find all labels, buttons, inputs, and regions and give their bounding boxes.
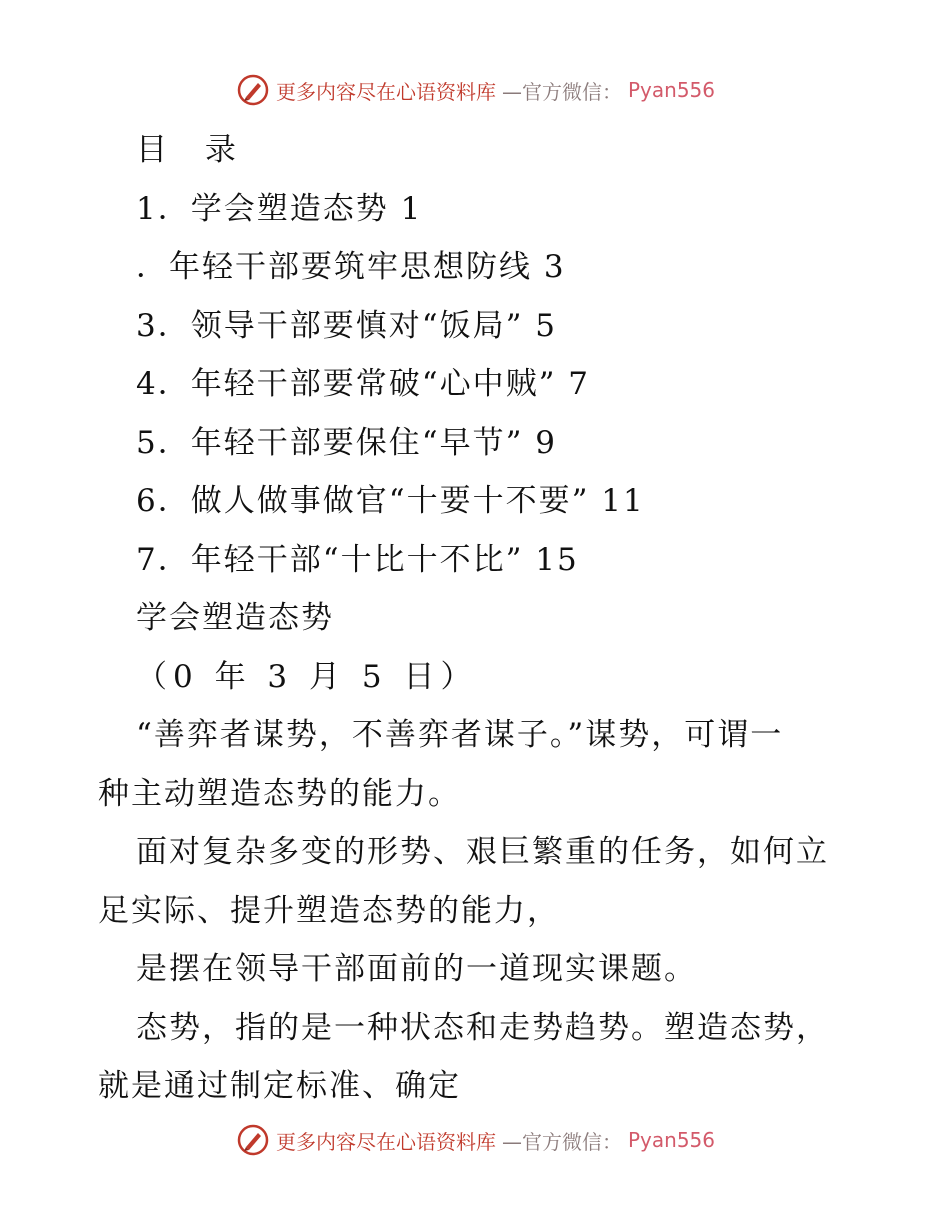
toc-item: 5．年轻干部要保住“早节” 9 xyxy=(136,424,557,461)
toc-item: 7．年轻干部“十比十不比” 15 xyxy=(136,541,579,578)
site-name: 更多内容尽在心语资料库 xyxy=(276,1129,496,1154)
paragraph-line: 是摆在领导干部面前的一道现实课题。 xyxy=(136,951,697,987)
wechat-id: Pyan556 xyxy=(628,1128,716,1152)
toc-title: 目 录 xyxy=(136,132,250,168)
site-name: 更多内容尽在心语资料库 xyxy=(276,79,496,104)
header-banner xyxy=(236,72,715,108)
toc-item: 3．领导干部要慎对“饭局” 5 xyxy=(136,307,557,344)
contact-label: —官方微信： xyxy=(502,1129,622,1154)
wechat-id: Pyan556 xyxy=(628,78,716,102)
paragraph-line: 足实际、提升塑造态势的能力， xyxy=(98,892,560,929)
fountain-pen-logo-icon xyxy=(236,1123,270,1157)
article-title: 学会塑造态势 xyxy=(136,600,334,636)
paragraph-line: 态势，指的是一种状态和走势趋势。塑造态势， xyxy=(136,1009,829,1046)
toc-item: 1．学会塑造态势 1 xyxy=(136,190,423,227)
article-date: （0 年 3 月 5 日） xyxy=(136,658,478,695)
toc-item: ．年轻干部要筑牢思想防线 3 xyxy=(136,249,566,285)
toc-item: 6．做人做事做官“十要十不要” 11 xyxy=(136,483,645,519)
document-body xyxy=(98,121,858,1116)
contact-label: —官方微信： xyxy=(502,79,622,104)
paragraph-line: 种主动塑造态势的能力。 xyxy=(98,775,461,812)
paragraph-line: “善弈者谋势，不善弈者谋子。”谋势，可谓一 xyxy=(136,717,784,753)
footer-banner xyxy=(236,1122,715,1158)
toc-item: 4．年轻干部要常破“心中贼” 7 xyxy=(136,366,590,402)
paragraph-line: 就是通过制定标准、确定 xyxy=(98,1068,461,1104)
fountain-pen-logo-icon xyxy=(236,73,270,107)
paragraph-line: 面对复杂多变的形势、艰巨繁重的任务，如何立 xyxy=(136,834,829,870)
